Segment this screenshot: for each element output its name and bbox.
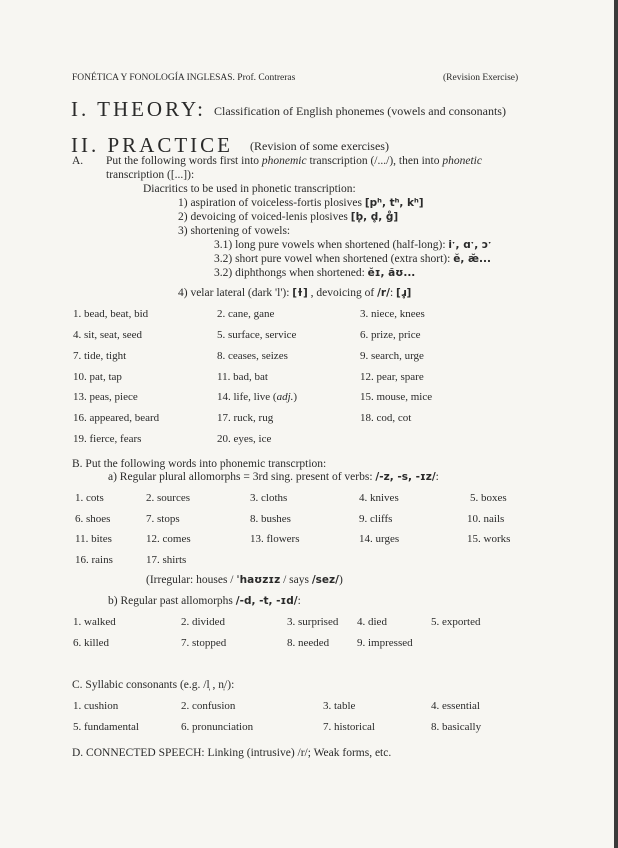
word-pair: 7. tide, tight — [73, 350, 127, 362]
section-b-plural-heading: a) Regular plural allomorphs = 3rd sing. present of verbs: /-z, -s, -ɪz/: — [108, 471, 439, 483]
diacritic-diphthongs: 3.2) diphthongs when shortened: ĕɪ, ăʊ... — [214, 267, 416, 279]
word-pair: 9. search, urge — [360, 350, 424, 362]
section-b-instruction: B. Put the following words into phonemic transcrption: — [72, 458, 327, 470]
syllabic-word: 7. historical — [323, 721, 375, 733]
plural-word: 1. cots — [75, 492, 104, 504]
plural-word: 15. works — [467, 533, 511, 545]
word-pair: 6. prize, price — [360, 329, 421, 341]
past-word: 6. killed — [73, 637, 110, 649]
plural-word: 2. sources — [146, 492, 190, 504]
syllabic-word: 4. essential — [431, 700, 480, 712]
section-a-instruction-line2: transcription ([...]): — [106, 169, 195, 181]
word-pair: 20. eyes, ice — [217, 433, 272, 445]
syllabic-word: 2. confusion — [181, 700, 236, 712]
word-pair: 3. niece, knees — [360, 308, 425, 320]
plural-word: 7. stops — [146, 513, 180, 525]
word-pair: 8. ceases, seizes — [217, 350, 288, 362]
past-word: 7. stopped — [181, 637, 227, 649]
past-word: 3. surprised — [287, 616, 339, 628]
word-pair: 1. bead, beat, bid — [73, 308, 149, 320]
syllabic-word: 1. cushion — [73, 700, 119, 712]
section-c-instruction: C. Syllabic consonants (e.g. /l̩ , n̩/): — [72, 679, 235, 691]
syllabic-word: 3. table — [323, 700, 356, 712]
plural-word: 12. comes — [146, 533, 191, 545]
plural-word: 14. urges — [359, 533, 400, 545]
word-pair: 16. appeared, beard — [73, 412, 160, 424]
irregular-note: (Irregular: houses / ˈhaʊzɪz / says /sez/) — [146, 574, 343, 586]
diacritic-short-vowels: 3.2) short pure vowel when shortened (extra short): ĕ, æ̆... — [214, 253, 491, 265]
syllabic-word: 6. pronunciation — [181, 721, 254, 733]
past-word: 8. needed — [287, 637, 330, 649]
section-b-past-heading: b) Regular past allomorphs /-d, -t, -ɪd/: — [108, 595, 301, 607]
plural-word: 11. bites — [75, 533, 112, 545]
section-d-instruction: D. CONNECTED SPEECH: Linking (intrusive) /r/; Weak forms, etc. — [72, 747, 392, 759]
past-word: 1. walked — [73, 616, 116, 628]
course-header: FONÉTICA Y FONOLOGÍA INGLESAS. Prof. Contreras — [72, 73, 296, 83]
past-word: 4. died — [357, 616, 387, 628]
practice-subtitle: (Revision of some exercises) — [250, 139, 389, 153]
past-word: 5. exported — [431, 616, 481, 628]
word-pair: 19. fierce, fears — [73, 433, 142, 445]
word-pair: 11. bad, bat — [217, 371, 268, 383]
past-word: 9. impressed — [357, 637, 413, 649]
word-pair: 4. sit, seat, seed — [73, 329, 143, 341]
diacritic-long-vowels: 3.1) long pure vowels when shortened (half-long): iˑ, ɑˑ, ɔˑ — [214, 239, 492, 251]
plural-word: 3. cloths — [250, 492, 288, 504]
word-pair: 15. mouse, mice — [360, 391, 433, 403]
plural-word: 8. bushes — [250, 513, 291, 525]
word-pair: 10. pat, tap — [73, 371, 122, 383]
word-pair: 17. ruck, rug — [217, 412, 274, 424]
theory-subtitle: Classification of English phonemes (vowels and consonants) — [214, 104, 506, 118]
section-a-letter: A. — [72, 155, 84, 167]
practice-heading: II. PRACTICE — [71, 133, 233, 157]
exercise-type-label: (Revision Exercise) — [443, 73, 519, 83]
syllabic-word: 8. basically — [431, 721, 482, 733]
word-pair: 5. surface, service — [217, 329, 297, 341]
plural-word: 4. knives — [359, 492, 399, 504]
theory-heading: I. THEORY: — [71, 97, 207, 121]
diacritic-velar-lateral: 4) velar lateral (dark 'l'): [ɫ] , devoicing of /r/: [ɹ̥] — [178, 287, 412, 299]
word-pair: 14. life, live (adj.) — [217, 391, 298, 403]
section-a-instruction-line1: Put the following words first into phonemic transcription (/.../), then into phonetic — [106, 155, 482, 167]
scan-edge — [614, 0, 618, 848]
word-pair: 13. peas, piece — [73, 391, 138, 403]
diacritic-shortening: 3) shortening of vowels: — [178, 225, 291, 237]
diacritic-devoicing: 2) devoicing of voiced-lenis plosives [b̥, d̥, g̊] — [178, 211, 399, 223]
plural-word: 16. rains — [75, 554, 113, 566]
word-pair: 18. cod, cot — [360, 412, 412, 424]
word-pair: 2. cane, gane — [217, 308, 275, 320]
syllabic-word: 5. fundamental — [73, 721, 139, 733]
plural-word: 13. flowers — [250, 533, 300, 545]
plural-word: 9. cliffs — [359, 513, 393, 525]
diacritics-title: Diacritics to be used in phonetic transcription: — [143, 183, 356, 195]
plural-word: 5. boxes — [470, 492, 507, 504]
word-pair: 12. pear, spare — [360, 371, 424, 383]
plural-word: 17. shirts — [146, 554, 187, 566]
plural-word: 10. nails — [467, 513, 505, 525]
diacritic-aspiration: 1) aspiration of voiceless-fortis plosives [pʰ, tʰ, kʰ] — [178, 197, 424, 209]
past-word: 2. divided — [181, 616, 225, 628]
plural-word: 6. shoes — [75, 513, 111, 525]
